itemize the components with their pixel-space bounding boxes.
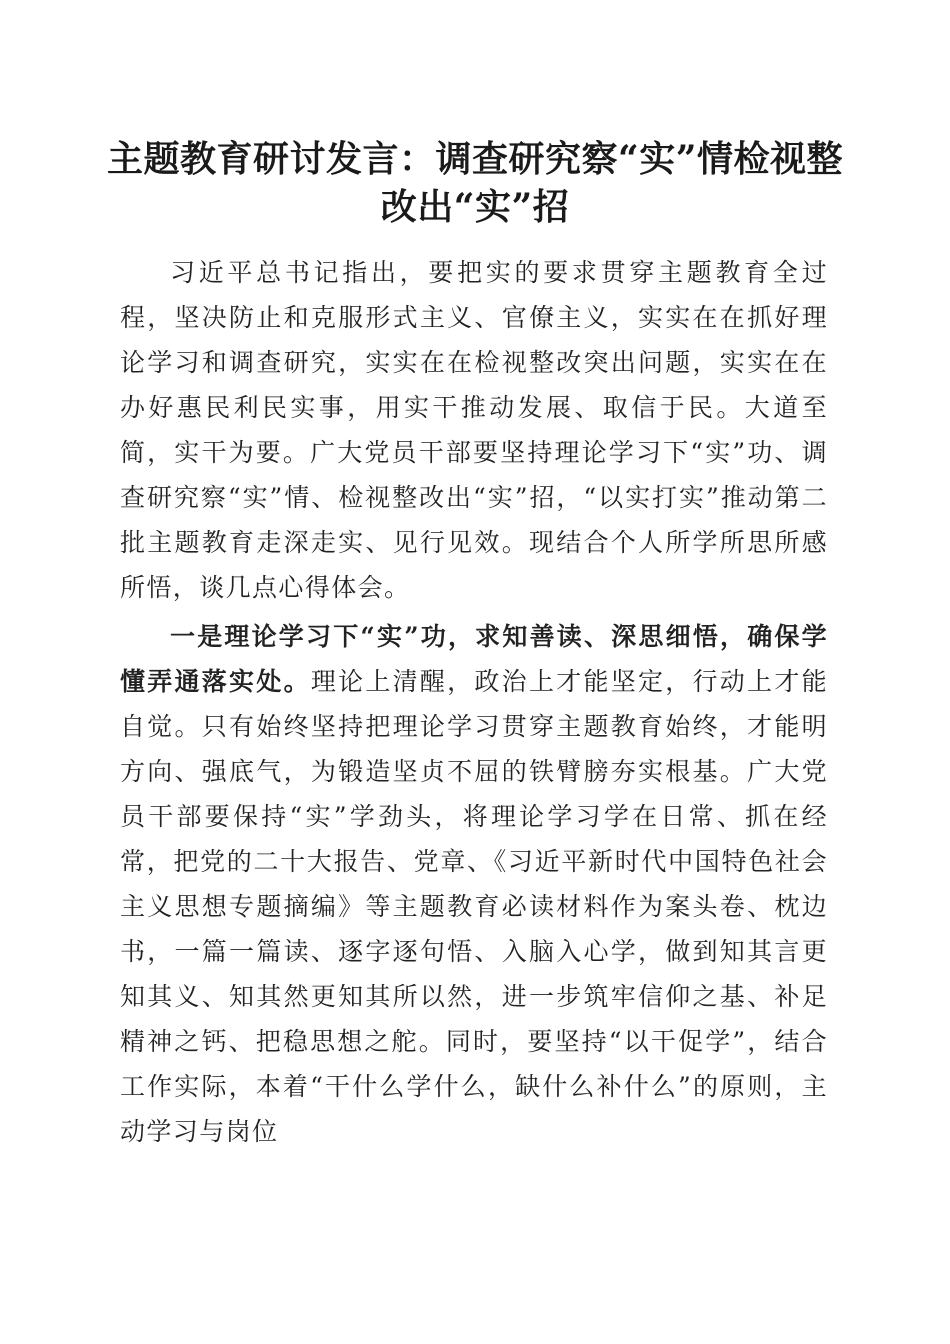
paragraph-point-one-lead: 一是理论学习下“实”功，求知善读、深思细悟，确保学懂弄通落实处。 [120,622,828,696]
document-body [120,250,828,1158]
paragraph-point-one [120,614,828,1154]
paragraph-point-one-text: 理论上清醒，政治上才能坚定，行动上才能自觉。只有始终坚持把理论学习贯穿主题教育始终，才能明方向、强底气，为锻造坚贞不屈的铁臂膀夯实根基。广大党员干部要保持“实”学劲头，将理论学习学在日常、抓在经常，把党的二十大报告、党章、《习近平新时代中国特色社会主义思想专题摘编》等主题教育必读材料作为案头卷、枕边书，一篇一篇读、逐字逐句悟、入脑入心学，做到知其言更知其义、知其然更知其所以然，进一步筑牢信仰之基、补足精神之钙、把稳思想之舵。同时，要坚持“以干促学”，结合工作实际，本着“干什么学什么，缺什么补什么”的原则，主动学习与岗位 [120,667,828,1146]
document-title: 主题教育研讨发言：调查研究察“实”情检视整改出“实”招 [107,138,843,228]
paragraph-intro-text: 习近平总书记指出，要把实的要求贯穿主题教育全过程，坚决防止和克服形式主义、官僚主义，实实在在抓好理论学习和调查研究，实实在在检视整改突出问题，实实在在办好惠民利民实事，用实干推动发展、取信于民。大道至简，实干为要。广大党员干部要坚持理论学习下“实”功、调查研究察“实”情、检视整改出“实”招，“以实打实”推动第二批主题教育走深走实、见行见效。现结合个人所学所思所感所悟，谈几点心得体会。 [120,258,828,602]
paragraph-intro [120,250,828,610]
